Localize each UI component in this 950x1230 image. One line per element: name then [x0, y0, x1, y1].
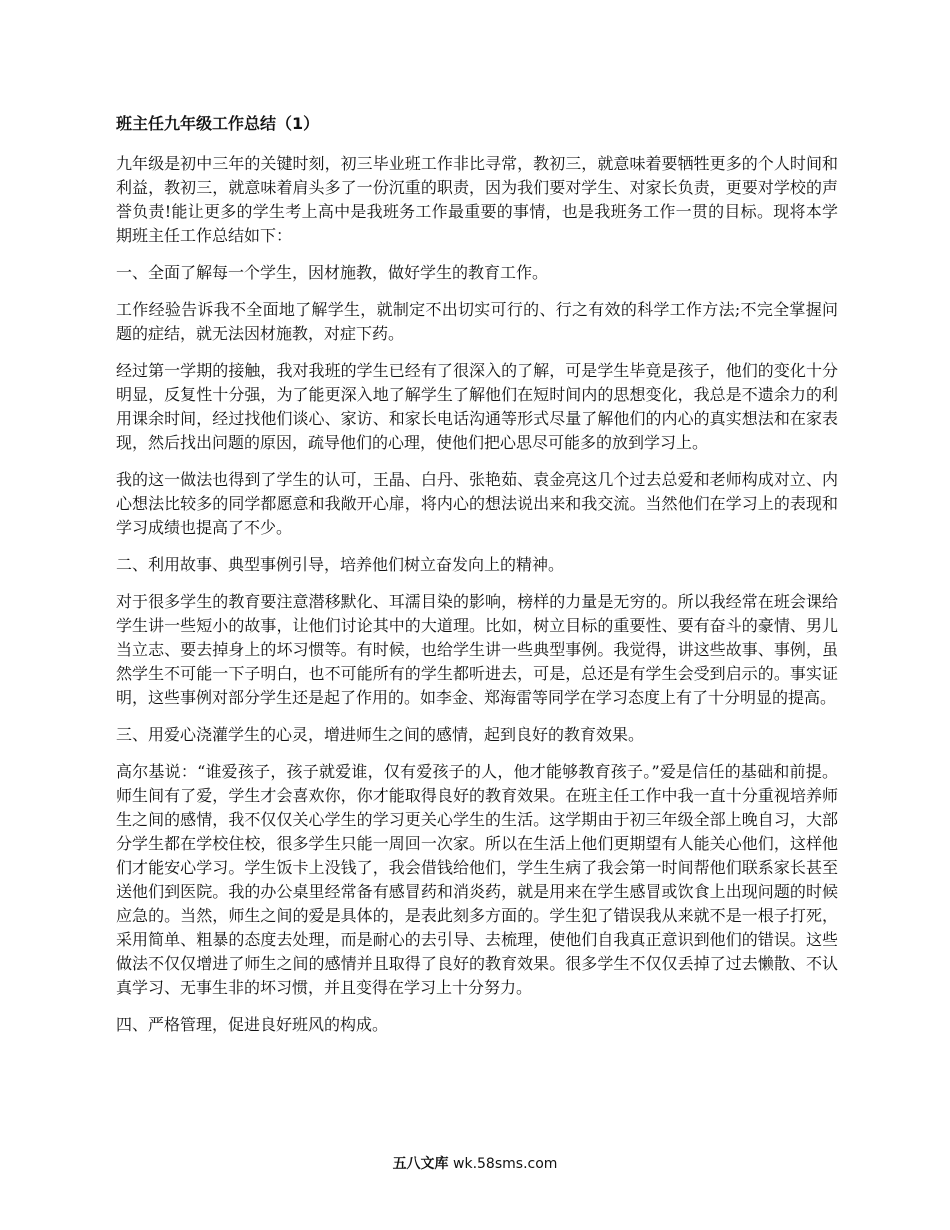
- section-heading-4: 四、严格管理，促进良好班风的构成。: [116, 1015, 389, 1034]
- paragraph: 我的这一做法也得到了学生的认可，王晶、白丹、张艳茹、袁金亮这几个过去总爱和老师构成对立、内心想法比较多的同学都愿意和我敞开心扉，将内心的想法说出来和我交流。当然他们在学习上的表现和学习成绩也提高了不少。: [116, 470, 838, 537]
- paragraph: 高尔基说：“谁爱孩子，孩子就爱谁，仅有爱孩子的人，他才能够教育孩子。”爱是信任的基础和前提。师生间有了爱，学生才会喜欢你，你才能取得良好的教育效果。在班主任工作中我一直十分重视培养师生之间的感情，我不仅仅关心学生的学习更关心学生的生活。这学期由于初三年级全部上晚自习，大部分学生都在学校住校，很多学生只能一周回一次家。所以在生活上他们更期望有人能关心他们，这样他们才能安心学习。学生饭卡上没钱了，我会借钱给他们，学生生病了我会第一时间帮他们联系家长甚至送他们到医院。我的办公桌里经常备有感冒药和消炎药，就是用来在学生感冒或饮食上出现问题的时候应急的。当然，师生之间的爱是具体的，是表此刻多方面的。学生犯了错误我从来就不是一根子打死，采用简单、粗暴的态度去处理，而是耐心的去引导、去梳理，使他们自我真正意识到他们的错误。这些做法不仅仅增进了师生之间的感情并且取得了良好的教育效果。很多学生不仅仅丢掉了过去懒散、不认真学习、无事生非的坏习惯，并且变得在学习上十分努力。: [116, 762, 838, 997]
- section-heading-3: 三、用爱心浇灌学生的心灵，增进师生之间的感情，起到良好的教育效果。: [116, 725, 645, 744]
- footer-url: wk.58sms.com: [453, 1156, 558, 1172]
- page-footer: [0, 1154, 950, 1174]
- paragraph: 工作经验告诉我不全面地了解学生，就制定不出切实可行的、行之有效的科学工作方法;不完全掌握问题的症结，就无法因材施教，对症下药。: [116, 300, 838, 343]
- paragraph: 经过第一学期的接触，我对我班的学生已经有了很深入的了解，可是学生毕竟是孩子，他们的变化十分明显，反复性十分强，为了能更深入地了解学生了解他们在短时间内的思想变化，我总是不遗余力的利用课余时间，经过找他们谈心、家访、和家长电话沟通等形式尽量了解他们的内心的真实想法和在家表现，然后找出问题的原因，疏导他们的心理，使他们把心思尽可能多的放到学习上。: [116, 361, 838, 452]
- document-page: [116, 112, 838, 1050]
- document-title: 班主任九年级工作总结（1）: [116, 114, 320, 133]
- section-heading-1: 一、全面了解每一个学生，因材施教，做好学生的教育工作。: [116, 263, 549, 282]
- section-heading-2: 二、利用故事、典型事例引导，培养他们树立奋发向上的精神。: [116, 555, 565, 574]
- paragraph: 对于很多学生的教育要注意潜移默化、耳濡目染的影响，榜样的力量是无穷的。所以我经常在班会课给学生讲一些短小的故事，让他们讨论其中的大道理。比如，树立目标的重要性、要有奋斗的豪情、男儿当立志、要去掉身上的坏习惯等。有时候，也给学生讲一些典型事例。我觉得，讲这些故事、事例，虽然学生不可能一下子明白，也不可能所有的学生都听进去，可是，总还是有学生会受到启示的。事实证明，这些事例对部分学生还是起了作用的。如李金、郑海雷等同学在学习态度上有了十分明显的提高。: [116, 592, 838, 707]
- footer-brand: 五八文库: [392, 1156, 449, 1172]
- paragraph-intro: 九年级是初中三年的关键时刻，初三毕业班工作非比寻常，教初三，就意味着要牺牲更多的个人时间和利益，教初三，就意味着肩头多了一份沉重的职责，因为我们要对学生、对家长负责，更要对学校的声誉负责!能让更多的学生考上高中是我班务工作最重要的事情，也是我班务工作一贯的目标。现将本学期班主任工作总结如下：: [116, 154, 838, 245]
